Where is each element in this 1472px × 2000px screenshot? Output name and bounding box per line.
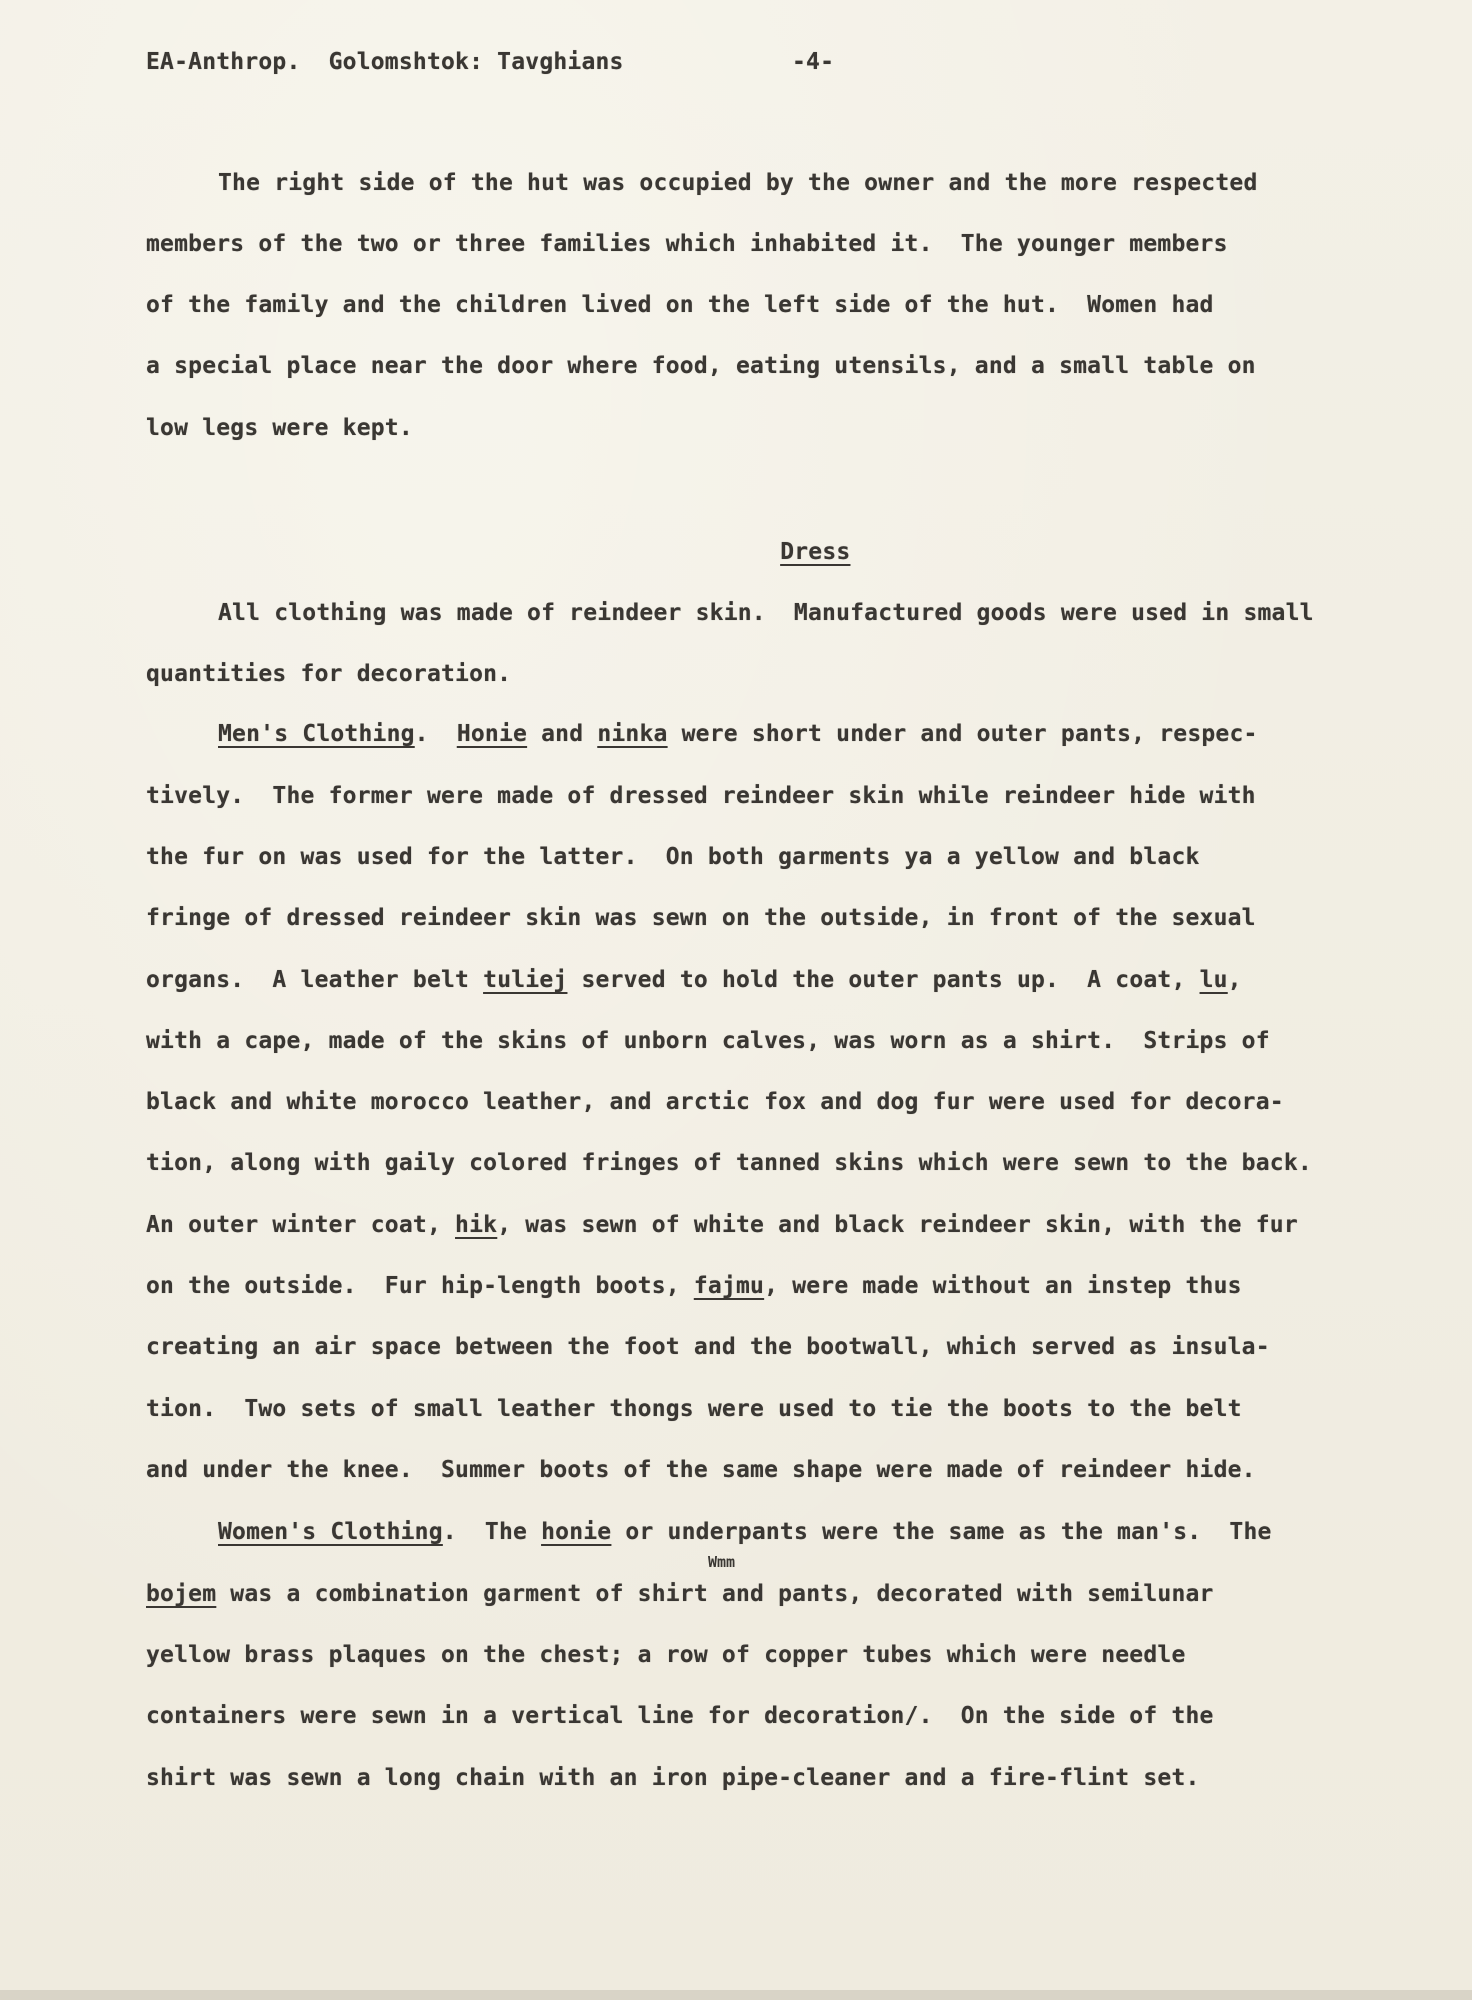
womens-line-2 [146,1579,1214,1609]
term-fajmu: fajmu [693,1273,765,1299]
womens-line-3: yellow brass plaques on the chest; a row of copper tubes which were needle [146,1642,1186,1668]
paragraph-1-line-2: members of the two or three families which inhabited it. The younger members [146,231,1228,257]
mens-line-8: tion, along with gaily colored fringes of tanned skins which were sewn to the back. [146,1150,1312,1176]
text-run: organs. A leather belt [146,967,484,993]
womens-clothing-heading: Women's Clothing [218,1519,443,1545]
text-run: , was sewn of white and black reindeer skin, with the fur [497,1212,1298,1238]
mens-line-1 [218,719,1258,749]
text-run: , [1227,967,1242,993]
term-bojem: bojem [146,1581,217,1607]
text-run: An outer winter coat, [146,1212,456,1238]
term-tuliej: tuliej [483,967,568,993]
paragraph-2-line-2: quantities for decoration. [146,661,512,687]
paragraph-1-line-4: a special place near the door where food, eating utensils, and a small table on [146,353,1256,379]
mens-line-7: black and white morocco leather, and arctic fox and dog fur were used for decora- [146,1089,1284,1115]
running-header: EA-Anthrop. Golomshtok: Tavghians [146,49,624,75]
mens-line-3: the fur on was used for the latter. On both garments ya a yellow and black [146,844,1200,870]
term-lu: lu [1199,967,1228,993]
womens-line-1 [218,1517,1272,1547]
text-run: . [414,721,457,747]
paragraph-1-line-5: low legs were kept. [146,415,413,441]
page-number: -4- [792,49,835,75]
term-hik: hik [455,1212,498,1238]
inserted-correction: Wmm [708,1553,736,1571]
text-run: was a combination garment of shirt and pants, decorated with semilunar [216,1581,1214,1607]
mens-line-5 [146,965,1242,995]
text-run: or underpants were the same as the man's. The [611,1519,1272,1545]
text-run: were short under and outer pants, respec- [667,721,1258,747]
term-honie-women: honie [541,1519,612,1545]
section-heading-line [724,507,850,597]
text-run: and [527,721,598,747]
page-bottom-edge [0,1990,1472,2000]
paragraph-1-line-1: The right side of the hut was occupied by the owner and the more respected [218,170,1258,196]
paragraph-2-line-1: All clothing was made of reindeer skin. Manufactured goods were used in small [218,600,1314,626]
text-run: . The [442,1519,542,1545]
womens-line-5: shirt was sewn a long chain with an iron pipe-cleaner and a fire-flint set. [146,1765,1200,1791]
mens-line-13: and under the knee. Summer boots of the same shape were made of reindeer hide. [146,1457,1256,1483]
section-heading-dress: Dress [780,539,851,565]
mens-line-10 [146,1271,1242,1301]
mens-line-11: creating an air space between the foot and the bootwall, which served as insula- [146,1334,1270,1360]
mens-clothing-heading: Men's Clothing [218,721,415,747]
term-honie: Honie [456,721,528,747]
paragraph-1-line-3: of the family and the children lived on the left side of the hut. Women had [146,292,1214,318]
term-ninka: ninka [597,721,668,747]
text-run: , were made without an instep thus [764,1273,1242,1299]
mens-line-12: tion. Two sets of small leather thongs were used to tie the boots to the belt [146,1396,1242,1422]
text-run: served to hold the outer pants up. A coat, [567,967,1200,993]
mens-line-9 [146,1210,1298,1240]
mens-line-4: fringe of dressed reindeer skin was sewn on the outside, in front of the sexual [146,905,1256,931]
text-run: on the outside. Fur hip-length boots, [146,1273,694,1299]
mens-line-6: with a cape, made of the skins of unborn calves, was worn as a shirt. Strips of [146,1028,1270,1054]
womens-line-4: containers were sewn in a vertical line for decoration/. On the side of the [146,1703,1214,1729]
mens-line-2: tively. The former were made of dressed reindeer skin while reindeer hide with [146,783,1256,809]
